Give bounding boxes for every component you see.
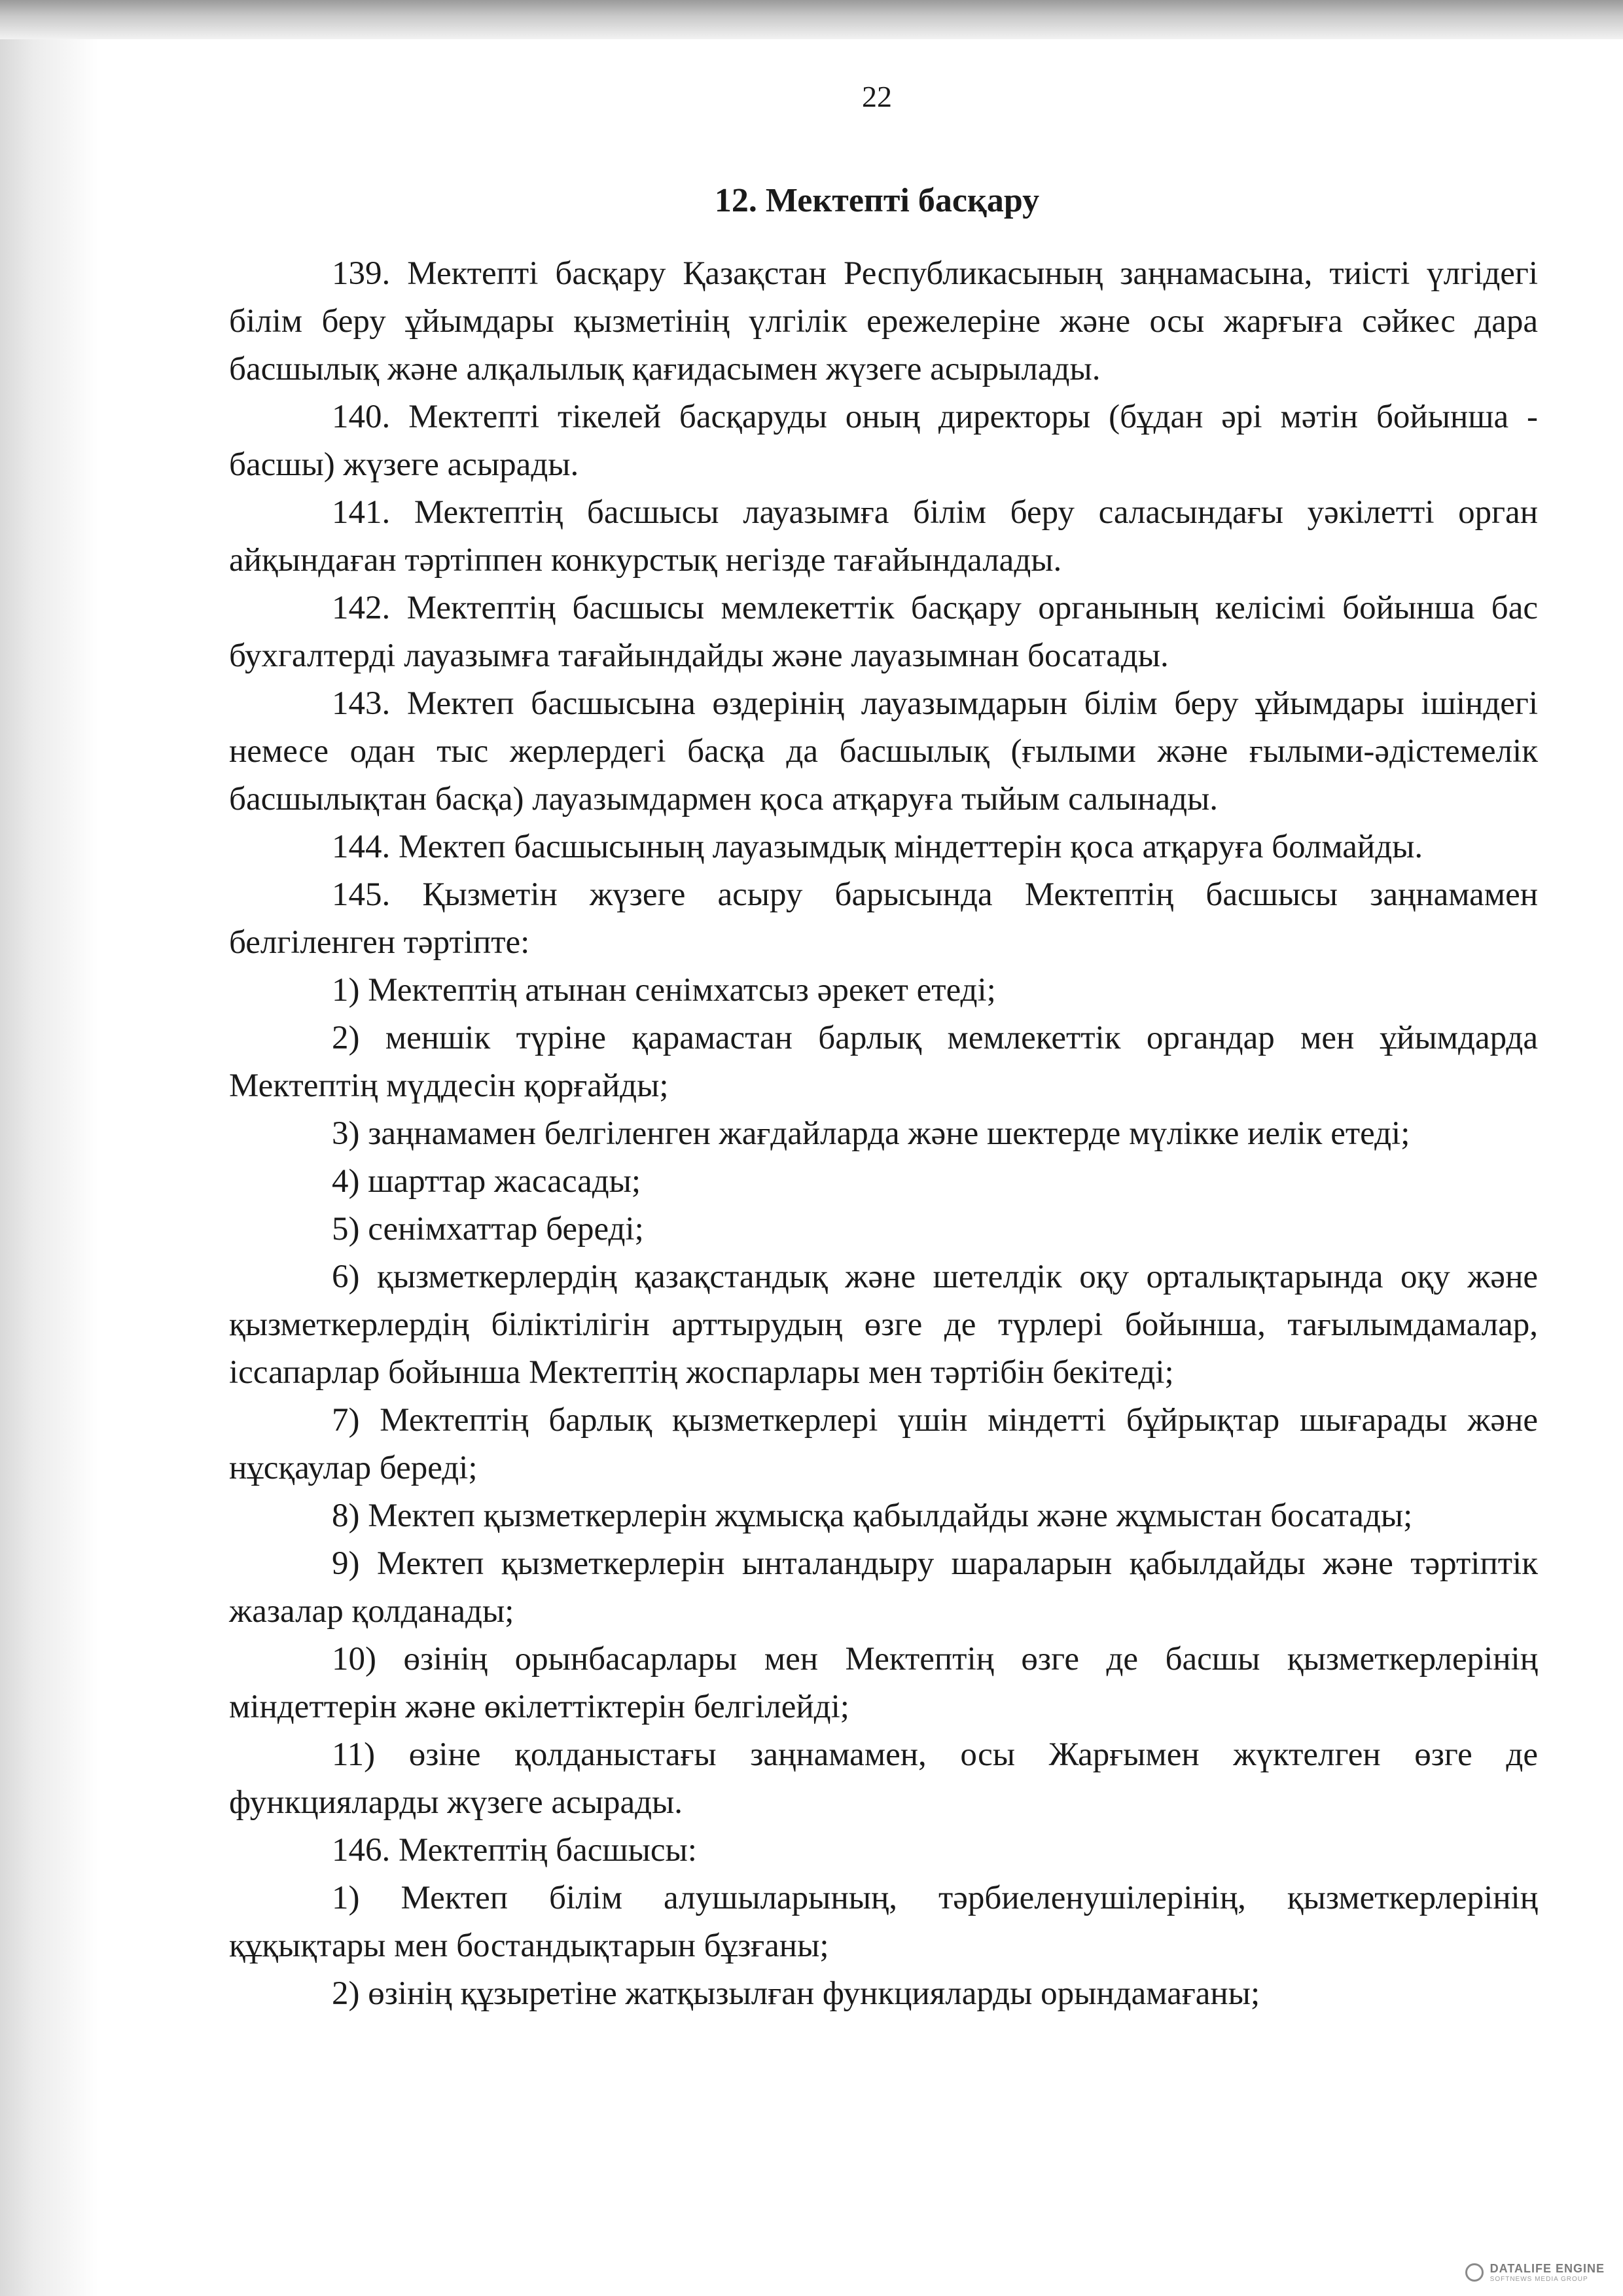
list-item-145-3: 3) заңнамамен белгіленген жағдайларда және шектерде мүлікке иелік етеді; [332, 1115, 1410, 1152]
paragraph-142: 142. Мектептің басшысы мемлекеттік басқару органының келісімі бойынша бас бухгалтерді лауазымға тағайындайды және лауазымнан босатады. [229, 590, 1538, 674]
paragraph-145: 145. Қызметін жүзеге асыру барысында Мектептің басшысы заңнамамен белгіленген тәртіпте: [229, 876, 1538, 961]
document-page [216, 72, 1538, 2258]
scan-top-shadow [0, 0, 1623, 39]
paragraph-146: 146. Мектептің басшысы: [332, 1832, 697, 1869]
list-item-145-7: 7) Мектептің барлық қызметкерлері үшін міндетті бұйрықтар шығарады және нұсқаулар береді; [229, 1402, 1538, 1486]
paragraph-139: 139. Мектепті басқару Қазақстан Республикасының заңнамасына, тиісті үлгідегі білім беру ұйымдары қызметінің үлгілік ережелеріне және осы жарғыға сәйкес дара басшылық және алқалылық қағидасымен жүзеге асырылады. [229, 255, 1538, 387]
watermark-subtitle: SOFTNEWS MEDIA GROUP [1489, 2276, 1588, 2283]
list-item-145-4: 4) шарттар жасасады; [332, 1163, 641, 1200]
list-item-145-11: 11) өзіне қолданыстағы заңнамамен, осы Жарғымен жүктелген өзге де функцияларды жүзеге асырады. [229, 1736, 1538, 1821]
section-title: 12. Мектепті басқару [714, 182, 1040, 219]
page-number: 22 [862, 80, 892, 113]
list-item-145-8: 8) Мектеп қызметкерлерін жұмысқа қабылдайды және жұмыстан босатады; [332, 1498, 1413, 1534]
list-item-145-2: 2) меншік түріне қарамастан барлық мемлекеттік органдар мен ұйымдарда Мектептің мүддесін қорғайды; [229, 1020, 1538, 1104]
list-item-146-2: 2) өзінің құзыретіне жатқызылған функцияларды орындамағаны; [332, 1975, 1260, 2012]
list-item-145-5: 5) сенімхаттар береді; [332, 1211, 644, 1247]
list-item-145-10: 10) өзінің орынбасарлары мен Мектептің өзге де басшы қызметкерлерінің міндеттерін және өкілеттіктерін белгілейді; [229, 1641, 1538, 1725]
list-item-145-9: 9) Мектеп қызметкерлерін ынталандыру шараларын қабылдайды және тәртіптік жазалар қолданады; [229, 1545, 1538, 1630]
list-item-145-1: 1) Мектептің атынан сенімхатсыз әрекет етеді; [332, 972, 996, 1009]
watermark-logo [1465, 2262, 1605, 2283]
watermark-brand: DATALIFE ENGINE [1489, 2262, 1605, 2275]
list-item-145-6: 6) қызметкерлердің қазақстандық және шетелдік оқу орталықтарында оқу және қызметкерлердің біліктілігін арттырудың өзге де түрлері бойынша, тағылымдамалар, іссапарлар бойынша Мектептің жоспарлары мен тәртібін бекітеді; [229, 1259, 1538, 1391]
scan-edge-shadow [0, 0, 98, 2296]
paragraph-144: 144. Мектеп басшысының лауазымдық міндеттерін қоса атқаруға болмайды. [332, 829, 1423, 865]
logo-icon [1465, 2263, 1484, 2282]
list-item-146-1: 1) Мектеп білім алушыларының, тәрбиеленушілерінің, қызметкерлерінің құқықтары мен бостандықтарын бұзғаны; [229, 1880, 1538, 1964]
paragraph-143: 143. Мектеп басшысына өздерінің лауазымдарын білім беру ұйымдары ішіндегі немесе одан тыс жерлердегі басқа да басшылық (ғылыми және ғылыми-әдістемелік басшылықтан басқа) лауазымдармен қоса атқаруға тыйым салынады. [229, 685, 1538, 817]
body-text [229, 250, 1538, 2018]
paragraph-141: 141. Мектептің басшысы лауазымға білім беру саласындағы уәкілетті орган айқындаған тәртіппен конкурстық негізде тағайындалады. [229, 494, 1538, 579]
paragraph-140: 140. Мектепті тікелей басқаруды оның директоры (бұдан әрі мәтін бойынша - басшы) жүзеге асырады. [229, 399, 1538, 483]
